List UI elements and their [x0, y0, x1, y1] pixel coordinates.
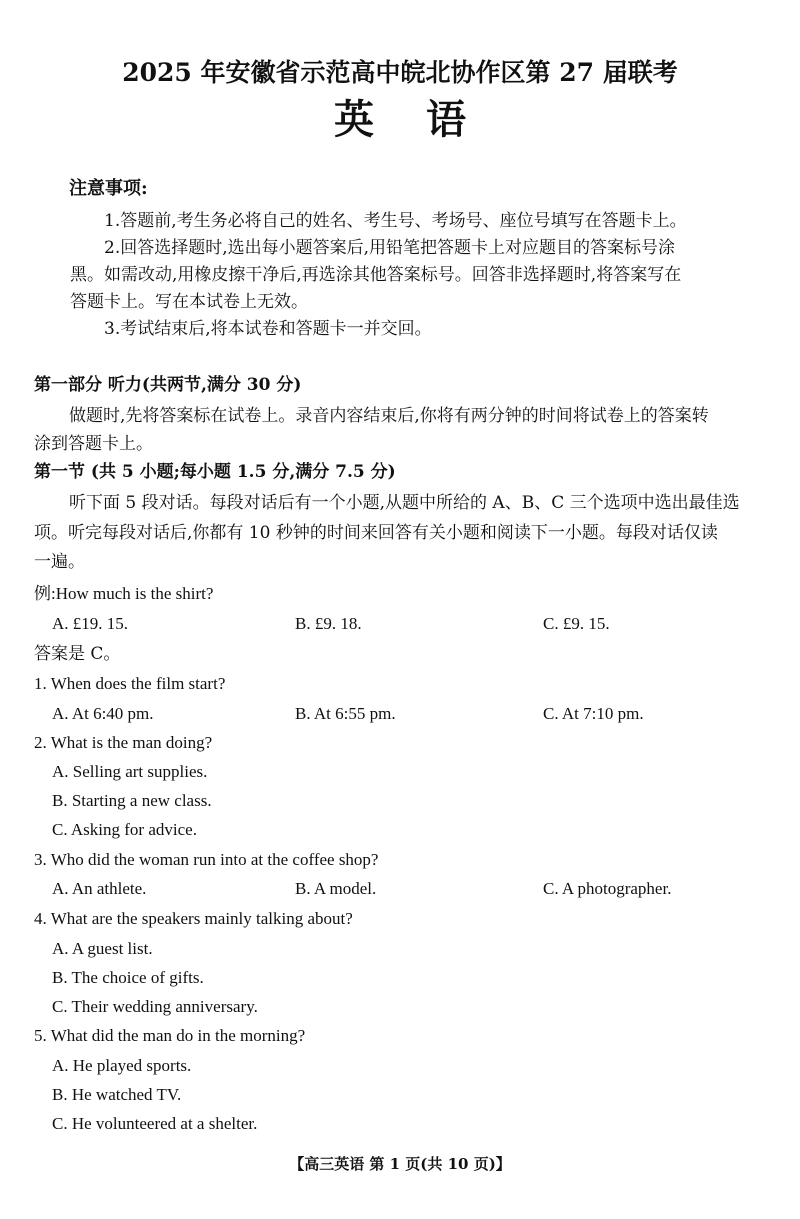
question-4-stem: 4. What are the speakers mainly talking about?: [34, 909, 353, 928]
section1-heading: 第一节 (共 5 小题;每小题 1.5 分,满分 7.5 分): [34, 462, 396, 482]
question-3-option-b: B. A model.: [295, 879, 377, 898]
question-4-option-a: A. A guest list.: [52, 939, 153, 958]
question-3-stem: 3. Who did the woman run into at the coffee shop?: [34, 850, 379, 869]
question-4-option-b: B. The choice of gifts.: [52, 968, 204, 987]
notice-item-2-line-2: 黑。如需改动,用橡皮擦干净后,再选涂其他答案标号。回答非选择题时,将答案写在: [70, 265, 682, 285]
page-footer: 【高三英语 第 1 页(共 10 页)】: [289, 1155, 511, 1173]
notice-item-1: 1.答题前,考生务必将自己的姓名、考生号、考场号、座位号填写在答题卡上。: [104, 211, 687, 231]
question-1-option-b: B. At 6:55 pm.: [295, 704, 396, 723]
notice-heading: 注意事项:: [69, 178, 148, 199]
example-question: 例:How much is the shirt?: [34, 584, 214, 603]
example-answer: 答案是 C。: [34, 644, 121, 664]
question-5-stem: 5. What did the man do in the morning?: [34, 1026, 306, 1045]
question-3-option-c: C. A photographer.: [543, 879, 672, 898]
question-1-stem: 1. When does the film start?: [34, 674, 226, 693]
example-option-c: C. £9. 15.: [543, 614, 610, 633]
question-2-option-b: B. Starting a new class.: [52, 791, 212, 810]
example-option-b: B. £9. 18.: [295, 614, 362, 633]
question-5-option-a: A. He played sports.: [52, 1056, 192, 1075]
notice-item-3: 3.考试结束后,将本试卷和答题卡一并交回。: [104, 319, 432, 339]
section1-instruction-line-2: 项。听完每段对话后,你都有 10 秒钟的时间来回答有关小题和阅读下一小题。每段对话仅读: [34, 523, 718, 543]
question-3-option-a: A. An athlete.: [52, 879, 147, 898]
question-5-option-c: C. He volunteered at a shelter.: [52, 1114, 258, 1133]
part1-intro-line-2: 涂到答题卡上。: [34, 434, 153, 454]
example-option-a: A. £19. 15.: [52, 614, 129, 633]
notice-item-2-line-1: 2.回答选择题时,选出每小题答案后,用铅笔把答题卡上对应题目的答案标号涂: [104, 238, 676, 258]
question-1-option-a: A. At 6:40 pm.: [52, 704, 154, 723]
section1-instruction-line-1: 听下面 5 段对话。每段对话后有一个小题,从题中所给的 A、B、C 三个选项中选出最佳选: [69, 493, 740, 513]
exam-title: 2025 年安徽省示范高中皖北协作区第 27 届联考: [122, 58, 678, 87]
question-2-stem: 2. What is the man doing?: [34, 733, 213, 752]
part1-heading: 第一部分 听力(共两节,满分 30 分): [34, 375, 302, 395]
question-1-option-c: C. At 7:10 pm.: [543, 704, 644, 723]
question-2-option-a: A. Selling art supplies.: [52, 762, 208, 781]
part1-intro-line-1: 做题时,先将答案标在试卷上。录音内容结束后,你将有两分钟的时间将试卷上的答案转: [69, 406, 709, 426]
question-2-option-c: C. Asking for advice.: [52, 820, 197, 839]
question-5-option-b: B. He watched TV.: [52, 1085, 182, 1104]
notice-item-2-line-3: 答题卡上。写在本试卷上无效。: [70, 292, 308, 312]
question-4-option-c: C. Their wedding anniversary.: [52, 997, 258, 1016]
subject-title: 英语: [334, 96, 518, 143]
section1-instruction-line-3: 一遍。: [34, 552, 85, 572]
